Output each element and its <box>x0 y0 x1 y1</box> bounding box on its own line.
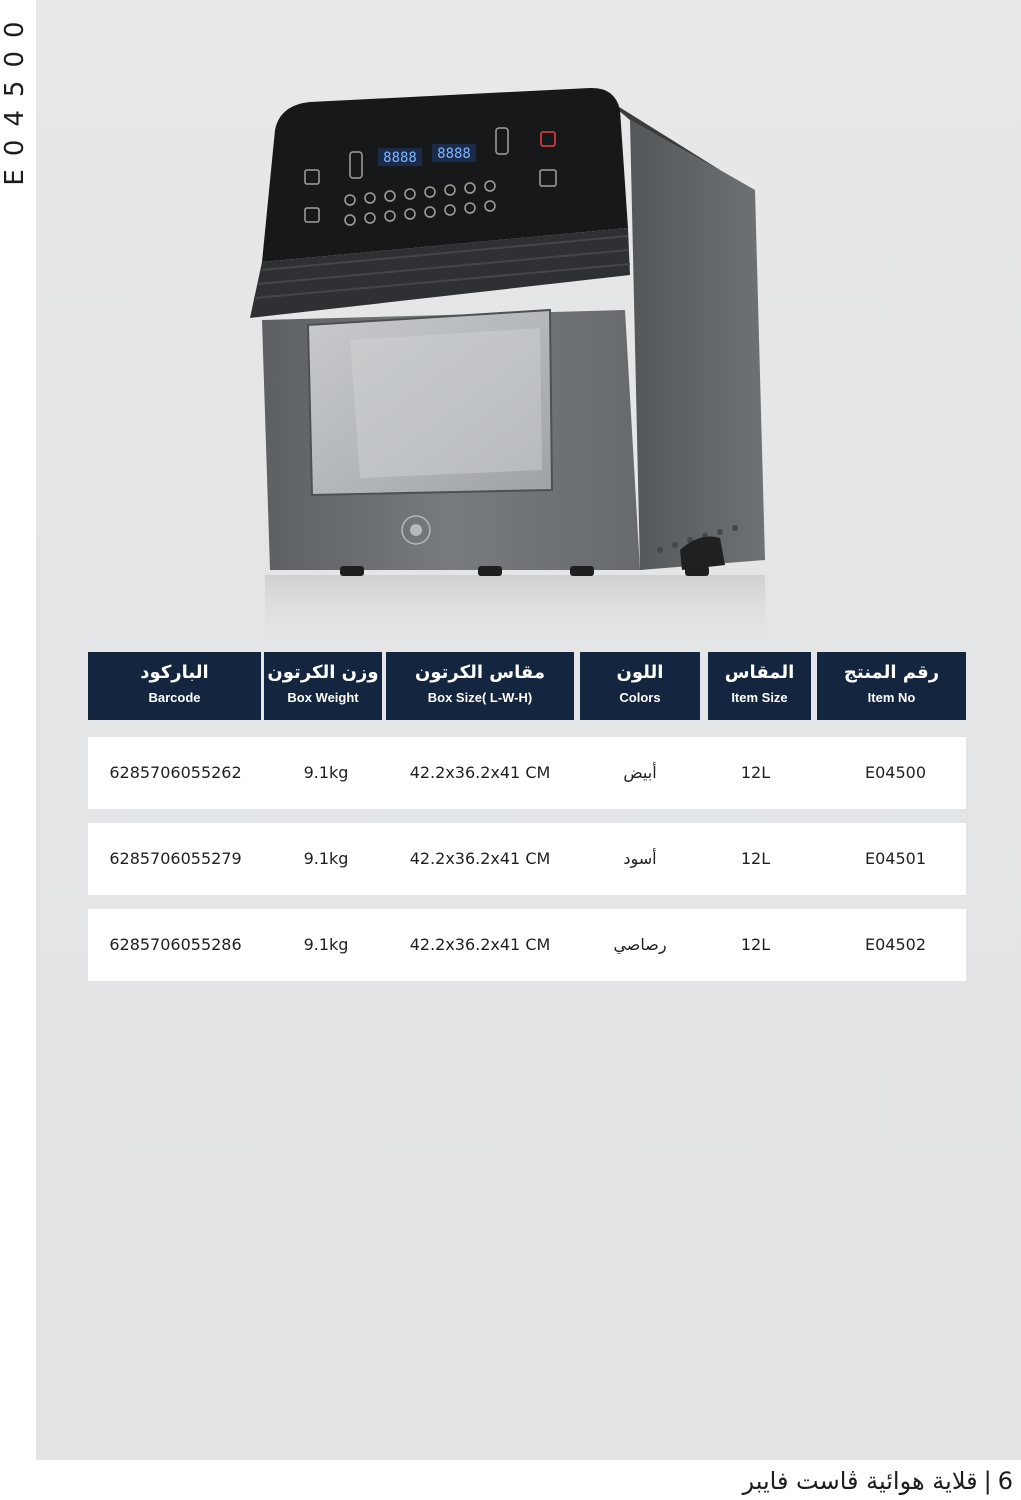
cell-barcode: 6285706055262 <box>109 763 242 782</box>
cell-box-size: 42.2x36.2x41 CM <box>409 849 551 868</box>
cell-box-weight: 9.1kg <box>303 763 349 782</box>
header-colors-ar: اللون <box>616 662 664 683</box>
header-box-weight-en: Box Weight <box>287 690 359 705</box>
header-box-weight-ar: وزن الكرتون <box>267 662 379 683</box>
cell-box-size: 42.2x36.2x41 CM <box>409 763 551 782</box>
header-barcode <box>88 652 261 720</box>
header-box-weight <box>264 652 382 720</box>
page-footer <box>742 1462 1013 1500</box>
spec-table-header <box>88 652 966 720</box>
header-item-size-ar: المقاس <box>724 662 795 683</box>
table-row <box>88 909 966 981</box>
cell-box-weight: 9.1kg <box>303 849 349 868</box>
cell-barcode: 6285706055279 <box>109 849 242 868</box>
header-colors <box>580 652 700 720</box>
table-row <box>88 737 966 809</box>
header-item-size-en: Item Size <box>731 690 788 705</box>
header-item-no <box>817 652 966 720</box>
cell-item-no: E04502 <box>864 935 926 954</box>
cell-item-size: 12L <box>740 935 771 954</box>
header-item-no-en: Item No <box>867 690 916 705</box>
cell-barcode: 6285706055286 <box>109 935 242 954</box>
table-row <box>88 823 966 895</box>
header-box-size-ar: مقاس الكرتون <box>415 662 545 683</box>
footer-title: قلاية هوائية ڤاست فايبر <box>742 1467 978 1495</box>
header-box-size-en: Box Size( L-W-H) <box>427 690 533 705</box>
footer-separator: | <box>983 1467 992 1495</box>
left-margin <box>0 0 36 1500</box>
cell-item-size: 12L <box>740 849 771 868</box>
cell-box-weight: 9.1kg <box>303 935 349 954</box>
vertical-product-code: E04500 <box>0 8 30 186</box>
header-colors-en: Colors <box>619 690 661 705</box>
header-item-no-ar: رقم المنتج <box>843 662 940 683</box>
cell-color: أبيض <box>623 763 657 782</box>
page-number: 6 <box>997 1467 1013 1495</box>
cell-box-size: 42.2x36.2x41 CM <box>409 935 551 954</box>
header-barcode-en: Barcode <box>148 690 201 705</box>
cell-item-no: E04501 <box>864 849 926 868</box>
cell-item-size: 12L <box>740 763 771 782</box>
air-fryer-oven-image <box>200 70 820 650</box>
svg-text:8888: 8888 <box>383 150 417 166</box>
cell-color: أسود <box>623 849 657 868</box>
cell-item-no: E04500 <box>864 763 926 782</box>
header-item-size <box>708 652 811 720</box>
svg-text:8888: 8888 <box>437 146 471 162</box>
header-barcode-ar: الباركود <box>140 662 209 683</box>
header-box-size <box>386 652 574 720</box>
cell-color: رصاصي <box>613 935 667 954</box>
